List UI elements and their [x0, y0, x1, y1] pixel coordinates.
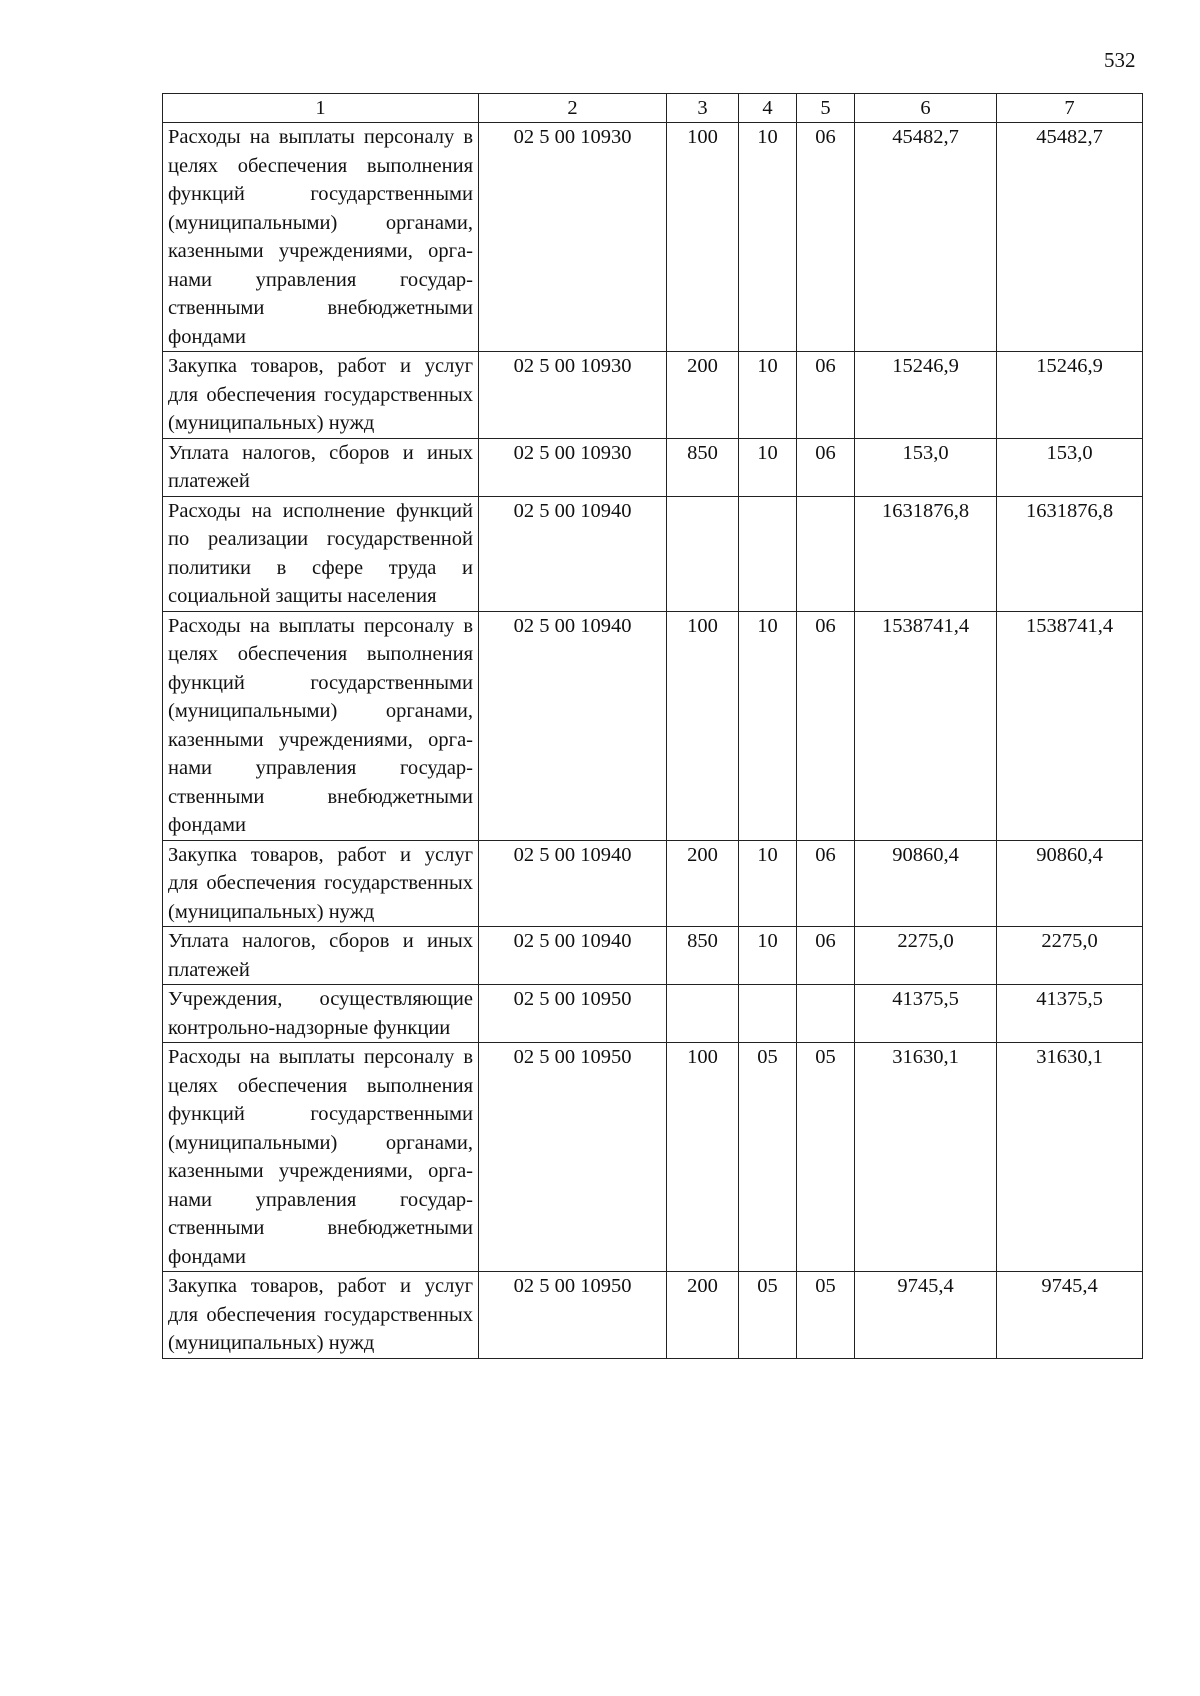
- column-header: 6: [855, 94, 997, 123]
- row-description: Закупка товаров, работ и услуг для обеспечения государственных (муниципальных) нужд: [163, 352, 479, 439]
- amount-col6: 1538741,4: [855, 611, 997, 840]
- table-row: [163, 985, 1143, 1043]
- expense-type-code: 850: [667, 438, 739, 496]
- column-header: 4: [739, 94, 797, 123]
- subsection-code: 06: [797, 123, 855, 352]
- target-article-code: 02 5 00 10940: [479, 496, 667, 611]
- expense-type-code: 200: [667, 352, 739, 439]
- amount-col6: 153,0: [855, 438, 997, 496]
- amount-col6: 41375,5: [855, 985, 997, 1043]
- subsection-code: 06: [797, 352, 855, 439]
- section-code: 10: [739, 927, 797, 985]
- amount-col6: 1631876,8: [855, 496, 997, 611]
- row-description: Уплата налогов, сборов и иных платежей: [163, 438, 479, 496]
- column-header: 1: [163, 94, 479, 123]
- amount-col6: 2275,0: [855, 927, 997, 985]
- column-header: 2: [479, 94, 667, 123]
- amount-col6: 15246,9: [855, 352, 997, 439]
- row-description: Расходы на исполнение функций по реализации государственной политики в сфере труда и социальной защиты населения: [163, 496, 479, 611]
- target-article-code: 02 5 00 10950: [479, 985, 667, 1043]
- section-code: 10: [739, 352, 797, 439]
- target-article-code: 02 5 00 10930: [479, 352, 667, 439]
- target-article-code: 02 5 00 10930: [479, 123, 667, 352]
- amount-col6: 9745,4: [855, 1272, 997, 1359]
- amount-col7: 41375,5: [997, 985, 1143, 1043]
- target-article-code: 02 5 00 10930: [479, 438, 667, 496]
- header-row: [163, 94, 1143, 123]
- subsection-code: 06: [797, 927, 855, 985]
- section-code: 10: [739, 611, 797, 840]
- amount-col7: 45482,7: [997, 123, 1143, 352]
- target-article-code: 02 5 00 10940: [479, 840, 667, 927]
- section-code: 05: [739, 1043, 797, 1272]
- row-description: Закупка товаров, работ и услуг для обеспечения государственных (муниципальных) нужд: [163, 840, 479, 927]
- section-code: 10: [739, 840, 797, 927]
- expense-type-code: 850: [667, 927, 739, 985]
- table-row: [163, 927, 1143, 985]
- subsection-code: 06: [797, 611, 855, 840]
- row-description: Учреждения, осуществляющие контрольно-надзорные функции: [163, 985, 479, 1043]
- expense-type-code: 200: [667, 1272, 739, 1359]
- amount-col7: 2275,0: [997, 927, 1143, 985]
- amount-col7: 90860,4: [997, 840, 1143, 927]
- expense-type-code: 100: [667, 611, 739, 840]
- expense-type-code: 100: [667, 123, 739, 352]
- table-row: [163, 496, 1143, 611]
- row-description: Уплата налогов, сборов и иных платежей: [163, 927, 479, 985]
- expense-type-code: [667, 496, 739, 611]
- section-code: [739, 985, 797, 1043]
- table-row: [163, 438, 1143, 496]
- amount-col7: 1631876,8: [997, 496, 1143, 611]
- table-row: [163, 611, 1143, 840]
- expense-type-code: [667, 985, 739, 1043]
- expense-type-code: 200: [667, 840, 739, 927]
- table-row: [163, 840, 1143, 927]
- subsection-code: [797, 985, 855, 1043]
- target-article-code: 02 5 00 10950: [479, 1043, 667, 1272]
- column-header: 7: [997, 94, 1143, 123]
- row-description: Расходы на выплаты персоналу в целях обеспечения выполнения функций государственными (муниципальными) органами, казенными учреждениями, органами управления государственными внебюджетными фондами: [163, 1043, 479, 1272]
- row-description: Расходы на выплаты персоналу в целях обеспечения выполнения функций государственными (муниципальными) органами, казенными учреждениями, органами управления государственными внебюджетными фондами: [163, 611, 479, 840]
- amount-col6: 45482,7: [855, 123, 997, 352]
- target-article-code: 02 5 00 10940: [479, 611, 667, 840]
- budget-table: [162, 93, 1143, 1359]
- section-code: 05: [739, 1272, 797, 1359]
- column-header: 3: [667, 94, 739, 123]
- target-article-code: 02 5 00 10940: [479, 927, 667, 985]
- table-row: [163, 352, 1143, 439]
- subsection-code: 05: [797, 1272, 855, 1359]
- table-row: [163, 1272, 1143, 1359]
- row-description: Расходы на выплаты персоналу в целях обеспечения выполнения функций государственными (муниципальными) органами, казенными учреждениями, органами управления государственными внебюджетными фондами: [163, 123, 479, 352]
- amount-col7: 153,0: [997, 438, 1143, 496]
- subsection-code: 05: [797, 1043, 855, 1272]
- table-row: [163, 1043, 1143, 1272]
- amount-col7: 9745,4: [997, 1272, 1143, 1359]
- expense-type-code: 100: [667, 1043, 739, 1272]
- table-row: [163, 123, 1143, 352]
- subsection-code: [797, 496, 855, 611]
- amount-col7: 15246,9: [997, 352, 1143, 439]
- section-code: 10: [739, 123, 797, 352]
- subsection-code: 06: [797, 438, 855, 496]
- target-article-code: 02 5 00 10950: [479, 1272, 667, 1359]
- amount-col6: 31630,1: [855, 1043, 997, 1272]
- amount-col7: 1538741,4: [997, 611, 1143, 840]
- amount-col6: 90860,4: [855, 840, 997, 927]
- page-number: 532: [1104, 48, 1136, 72]
- section-code: 10: [739, 438, 797, 496]
- amount-col7: 31630,1: [997, 1043, 1143, 1272]
- subsection-code: 06: [797, 840, 855, 927]
- column-header: 5: [797, 94, 855, 123]
- section-code: [739, 496, 797, 611]
- row-description: Закупка товаров, работ и услуг для обеспечения государственных (муниципальных) нужд: [163, 1272, 479, 1359]
